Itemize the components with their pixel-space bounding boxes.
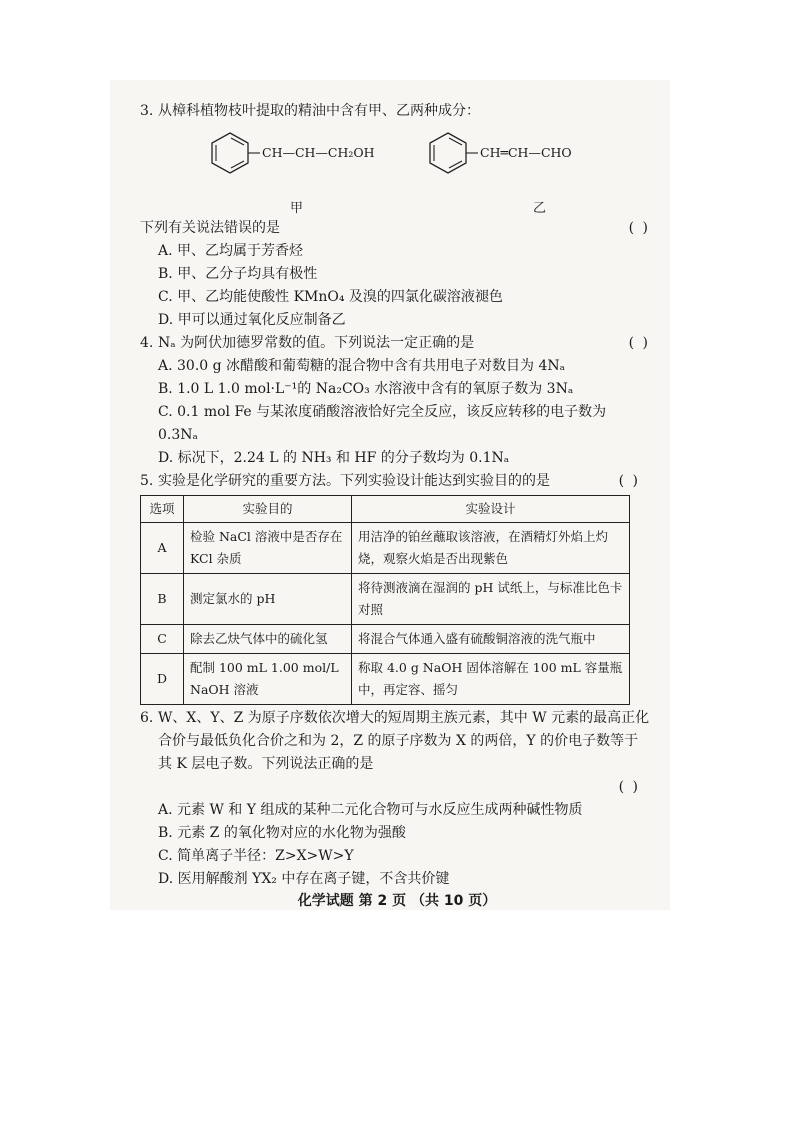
question-6-paren-line (140, 776, 650, 799)
table-cell-option: B (141, 574, 184, 625)
question-4-stem-text: Nₐ 为阿伏加德罗常数的值。下列说法一定正确的是 (158, 335, 475, 351)
table-header-option: 选项 (141, 496, 184, 523)
question-3-option-c: C. 甲、乙均能使酸性 KMnO₄ 及溴的四氯化碳溶液褪色 (158, 289, 503, 305)
question-3-answer-paren[interactable]: ( ) (628, 220, 650, 236)
table-cell-option: A (141, 523, 184, 574)
question-5-number: 5. (140, 473, 154, 489)
question-6-option-b: B. 元素 Z 的氧化物对应的水化物为强酸 (158, 825, 406, 841)
question-6-stem-text: W、X、Y、Z 为原子序数依次增大的短周期主族元素，其中 W 元素的最高正化合价与最低负化合价之和为 2，Z 的原子序数为 X 的两倍，Y 的价电子数等于其 K 层电子数。下列说法正确的是 (158, 710, 650, 772)
table-cell-design: 将混合气体通入盛有硫酸铜溶液的洗气瓶中 (352, 625, 630, 654)
table-row (141, 523, 630, 574)
question-4-stem (140, 332, 650, 355)
question-5-answer-paren[interactable]: ( ) (618, 473, 640, 489)
table-row (141, 574, 630, 625)
question-3-option-b: B. 甲、乙分子均具有极性 (158, 266, 318, 282)
question-4-option-a: A. 30.0 g 冰醋酸和葡萄糖的混合物中含有共用电子对数目为 4Nₐ (158, 358, 566, 374)
question-3-stem-text: 从樟科植物枝叶提取的精油中含有甲、乙两种成分： (158, 103, 480, 119)
structure-a-chain: CH—CH—CH₂OH (262, 145, 375, 160)
question-3-stem (140, 100, 650, 123)
question-5-stem (140, 470, 650, 493)
experiment-table (140, 495, 630, 705)
question-3-number: 3. (140, 103, 154, 119)
table-cell-aim: 测定氯水的 pH (184, 574, 352, 625)
structure-a-label: 甲 (290, 201, 304, 216)
table-row (141, 625, 630, 654)
structure-a (210, 127, 380, 216)
page-footer: 化学试题 第 2 页 （共 10 页） (297, 893, 497, 909)
table-cell-design: 称取 4.0 g NaOH 固体溶解在 100 mL 容量瓶中，再定容、摇匀 (352, 654, 630, 705)
exam-content (140, 100, 650, 891)
question-6-stem (140, 707, 650, 776)
question-6-option-d: D. 医用解酸剂 YX₂ 中存在离子键，不含共价键 (158, 871, 450, 887)
structure-b (428, 127, 598, 216)
structure-b-chain: CH═CH—CHO (480, 145, 572, 160)
table-cell-design: 用洁净的铂丝蘸取该溶液，在酒精灯外焰上灼烧，观察火焰是否出现紫色 (352, 523, 630, 574)
table-cell-design: 将待测液滴在湿润的 pH 试纸上，与标准比色卡对照 (352, 574, 630, 625)
question-4-number: 4. (140, 335, 154, 351)
question-6-option-a: A. 元素 W 和 Y 组成的某种二元化合物可与水反应生成两种碱性物质 (158, 802, 583, 818)
table-header-aim: 实验目的 (184, 496, 352, 523)
structure-b-label: 乙 (533, 201, 547, 216)
table-cell-aim: 除去乙炔气体中的硫化氢 (184, 625, 352, 654)
question-4-answer-paren[interactable]: ( ) (628, 335, 650, 351)
table-cell-aim: 检验 NaCl 溶液中是否存在 KCl 杂质 (184, 523, 352, 574)
table-header-design: 实验设计 (352, 496, 630, 523)
table-row (141, 654, 630, 705)
question-4-option-b: B. 1.0 L 1.0 mol·L⁻¹的 Na₂CO₃ 水溶液中含有的氧原子数为 3Nₐ (158, 381, 574, 397)
question-5-stem-text: 实验是化学研究的重要方法。下列实验设计能达到实验目的的是 (158, 473, 550, 489)
table-cell-aim: 配制 100 mL 1.00 mol/L NaOH 溶液 (184, 654, 352, 705)
question-4-option-d: D. 标况下，2.24 L 的 NH₃ 和 HF 的分子数均为 0.1Nₐ (158, 450, 510, 466)
question-3-option-d: D. 甲可以通过氧化反应制备乙 (158, 312, 346, 328)
structure-row (140, 127, 650, 217)
question-3-question-text: 下列有关说法错误的是 (140, 220, 280, 236)
question-3-question (140, 217, 650, 240)
question-6-number: 6. (140, 710, 154, 726)
question-6-option-c: C. 简单离子半径：Z>X>W>Y (158, 848, 354, 864)
table-cell-option: C (141, 625, 184, 654)
table-header-row (141, 496, 630, 523)
table-cell-option: D (141, 654, 184, 705)
question-4-option-c: C. 0.1 mol Fe 与某浓度硝酸溶液恰好完全反应，该反应转移的电子数为 0.3Nₐ (158, 404, 607, 443)
question-6-answer-paren[interactable]: ( ) (618, 779, 640, 795)
question-3-option-a: A. 甲、乙均属于芳香烃 (158, 243, 304, 259)
